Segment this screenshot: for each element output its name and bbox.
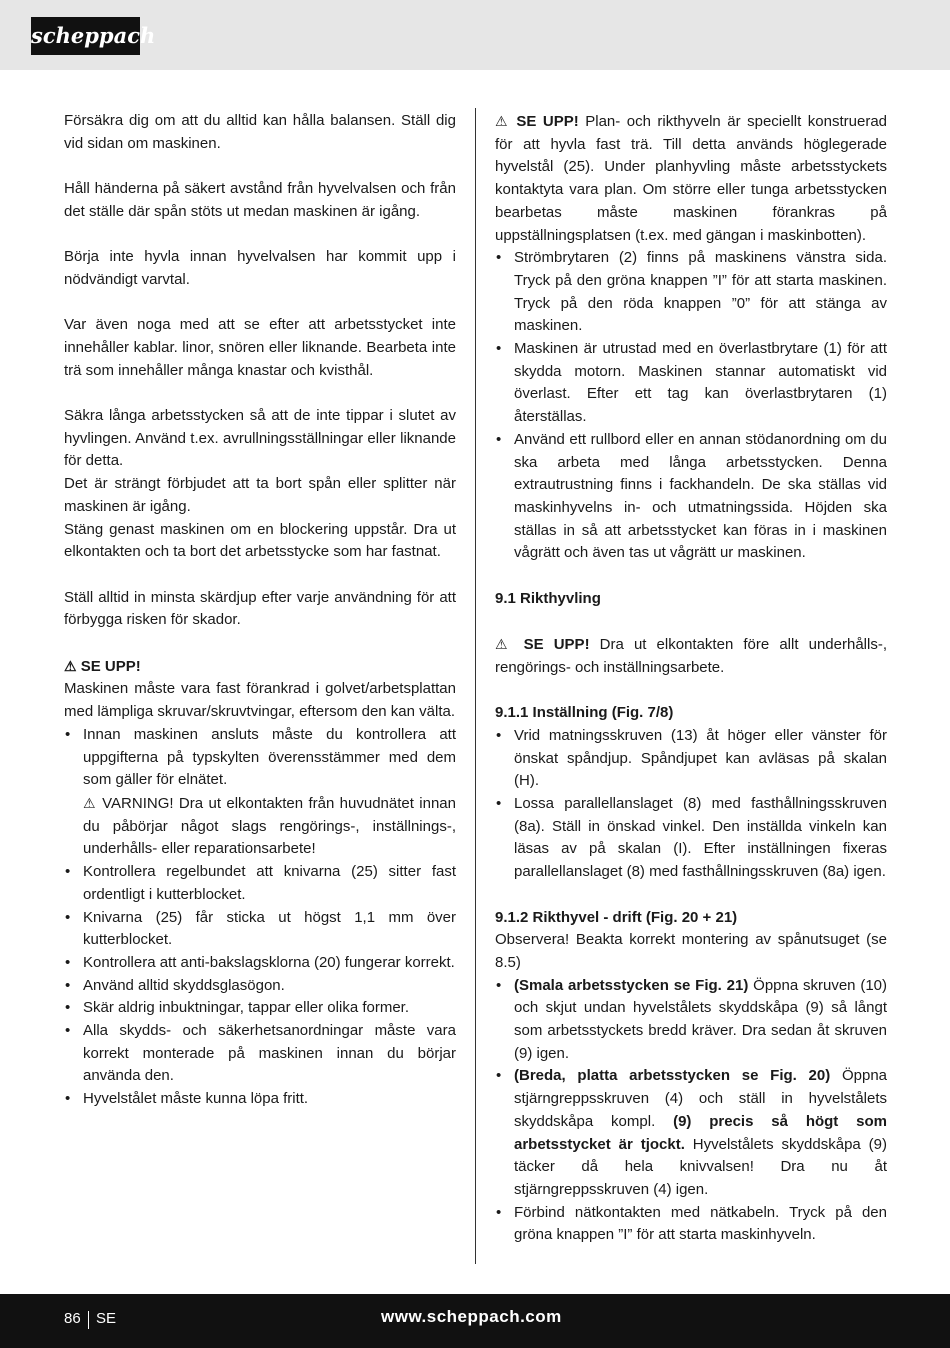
- paragraph: Det är strängt förbjudet att ta bort spån eller splitter när maskinen är igång.: [64, 475, 456, 515]
- list-item: • Skär aldrig inbuktningar, tappar eller olika former.: [64, 997, 456, 1020]
- column-divider: [475, 108, 476, 1264]
- warning-triangle-icon: ⚠: [495, 113, 510, 129]
- warning-triangle-icon: ⚠: [64, 657, 77, 674]
- paragraph: Säkra långa arbetsstycken så att de inte tippar i slutet av hyvlingen. Använd t.ex. avrullningsställningar eller liknande för detta.: [64, 407, 456, 470]
- paragraph: Var även noga med att se efter att arbetsstycket inte innehåller kablar. linor, snören eller liknande. Bearbeta inte trä som innehåller många knastar och kvisthål.: [64, 316, 456, 379]
- list-item: • Använd alltid skyddsglasögon.: [64, 975, 456, 998]
- list-item: • Alla skydds- och säkerhetsanordningar måste vara korrekt monterade på maskinen innan du börjar använda den.: [64, 1020, 456, 1088]
- list-item: • Lossa parallellanslaget (8) med fasthållningsskruven (8a). Ställ in önskad vinkel. Den inställda vinkeln kan läsas av på skalan (I). Efter inställningen fixeras parallellanslaget (8) med fasthållningsskruven (8a) igen.: [495, 793, 887, 884]
- paragraph: Observera! Beakta korrekt montering av spånutsuget (se 8.5): [495, 931, 887, 971]
- footer-separator: [88, 1311, 89, 1329]
- subsection-heading: 9.1.2 Rikthyvel - drift (Fig. 20 + 21): [495, 908, 738, 926]
- page-header: [0, 0, 950, 70]
- page-footer: [0, 1294, 950, 1348]
- warning-paragraph: ⚠ SE UPP! Dra ut elkontakten före allt underhålls-, rengörings- och inställningsarbete.: [495, 636, 887, 676]
- paragraph: Börja inte hyvla innan hyvelvalsen har kommit upp i nödvändigt varvtal.: [64, 248, 456, 288]
- bullet-list: [495, 725, 887, 884]
- warning-triangle-icon: ⚠: [83, 795, 97, 811]
- section-heading: 9.1 Rikthyvling: [495, 589, 601, 607]
- website-link[interactable]: www.scheppach.com: [381, 1307, 562, 1326]
- paragraph: Håll händerna på säkert avstånd från hyvelvalsen och från det ställe där spån stöts ut medan maskinen är igång.: [64, 180, 456, 220]
- list-item: • Innan maskinen ansluts måste du kontrollera att uppgifterna på typskylten överensstämmer med dem som gäller för elnätet. ⚠ VARNING! Dra ut elkontakten från huvudnätet innan du påbörjar något slags rengörings-, inställnings-, underhålls- eller reparationsarbete!: [64, 724, 456, 861]
- paragraph: Maskinen måste vara fast förankrad i golvet/arbetsplattan med lämpliga skruvar/skruvtvingar, eftersom den kan välta.: [64, 680, 456, 721]
- list-item: • Knivarna (25) får sticka ut högst 1,1 mm över kutterblocket.: [64, 907, 456, 952]
- paragraph: Ställ alltid in minsta skärdjup efter varje användning för att förbygga risken för skador.: [64, 588, 456, 629]
- warning-heading: ⚠ SE UPP!: [64, 657, 141, 675]
- list-item: • Hyvelstålet måste kunna löpa fritt.: [64, 1088, 456, 1111]
- right-column: [495, 110, 887, 1247]
- page-number: 86: [64, 1310, 81, 1327]
- list-item: • (Smala arbetsstycken se Fig. 21) Öppna skruven (10) och skjut undan hyvelstålets skyddskåpa (9) så långt som arbetsstyckets bredd kräver. Dra sedan åt skruven (9) igen.: [495, 975, 887, 1066]
- list-item: • Maskinen är utrustad med en överlastbrytare (1) för att skydda motorn. Maskinen stannar automatiskt vid överlast. Efter ett tag kan överlastbrytaren (1) återställas.: [495, 338, 887, 429]
- bullet-list: [64, 724, 456, 1111]
- paragraph: Försäkra dig om att du alltid kan hålla balansen. Ställ dig vid sidan om maskinen.: [64, 112, 456, 152]
- warning-triangle-icon: ⚠: [495, 636, 514, 653]
- list-item: • (Breda, platta arbetsstycken se Fig. 20) Öppna stjärngreppsskruven (4) och ställ in hyvelstålets skyddskåpa kompl. (9) precis så högt som arbetsstycket är tjockt. Hyvelstålets skyddskåpa (9) täcker då hela knivvalsen! Dra nu åt stjärngreppsskruven (4) igen.: [495, 1065, 887, 1201]
- scheppach-logo: scheppach: [31, 17, 140, 55]
- warning-paragraph: ⚠ SE UPP! Plan- och rikthyveln är speciellt konstruerad för att hyvla fast trä. Till detta används höglegerade hyvelstål (25). Under planhyvling måste arbetsstyckets kontaktyta vara plan. Om större eller tunga arbetsstycken bearbetas måste maskinen förankras på uppställningsplatsen (t.ex. med gängan i maskinbotten).: [495, 113, 888, 244]
- left-column: [64, 110, 456, 1111]
- list-item: • Använd ett rullbord eller en annan stödanordning om du ska arbeta med långa arbetsstycken. Denna extrautrustning finns i fackhandeln. De ska ställas vid maskinhyvelns in- och utmatningssida. Höjden ska ställas in så att arbetsstycket kan föras in i maskinen vågrätt och även tas ut vågrätt ur maskinen.: [495, 429, 887, 565]
- bullet-list: [495, 247, 887, 565]
- list-item: • Vrid matningsskruven (13) åt höger eller vänster för önskat spåndjup. Spåndjupet kan avläsas på skalan (H).: [495, 725, 887, 793]
- bullet-list: [495, 975, 887, 1247]
- language-code: SE: [96, 1310, 117, 1327]
- paragraph: Stäng genast maskinen om en blockering uppstår. Dra ut elkontakten och ta bort det arbetsstycke som har fastnat.: [64, 520, 456, 561]
- subsection-heading: 9.1.1 Inställning (Fig. 7/8): [495, 704, 674, 722]
- list-item: • Kontrollera regelbundet att knivarna (25) sitter fast ordentligt i kutterblocket.: [64, 861, 456, 906]
- list-item: • Kontrollera att anti-bakslagsklorna (20) fungerar korrekt.: [64, 952, 456, 975]
- list-item: • Förbind nätkontakten med nätkabeln. Tryck på den gröna knappen ”I” för att starta maskinhyveln.: [495, 1202, 887, 1247]
- list-item: • Strömbrytaren (2) finns på maskinens vänstra sida. Tryck på den gröna knappen ”I” för att starta maskinen. Tryck på den röda knappen ”0” för att stänga av maskinen.: [495, 247, 887, 338]
